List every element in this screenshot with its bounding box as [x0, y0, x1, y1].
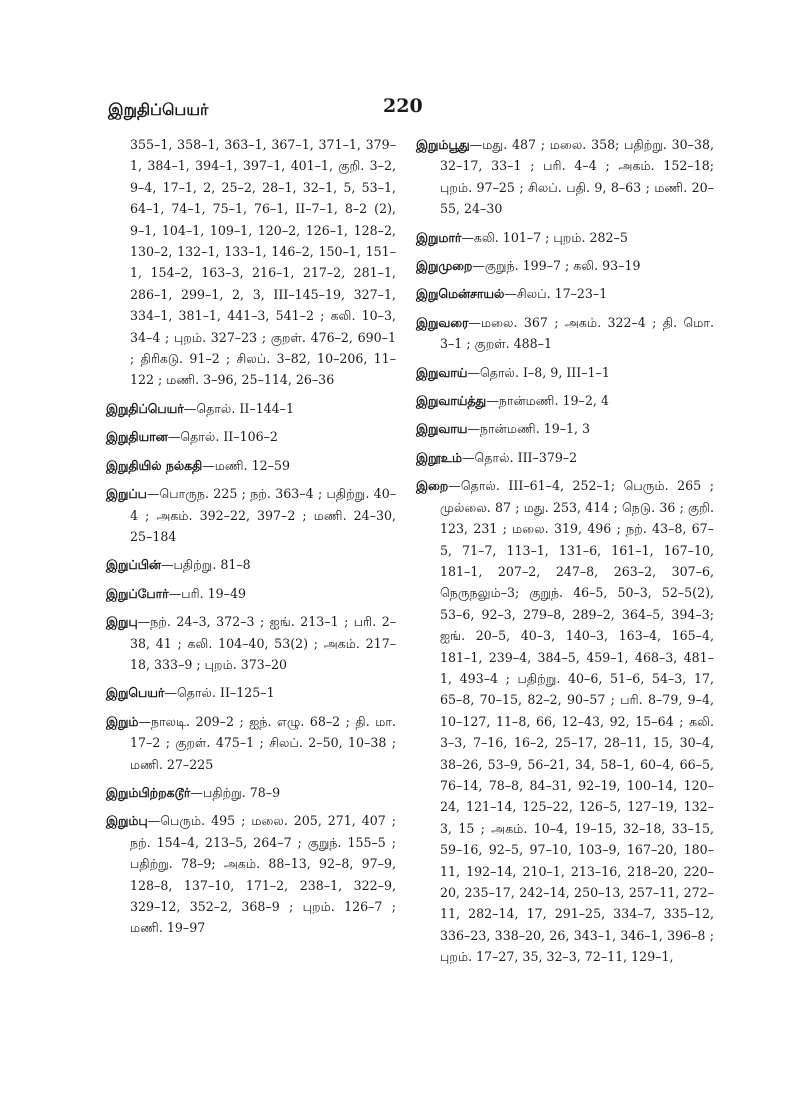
entry-headword: இறுமுறை: [416, 258, 473, 274]
entry-references: —பதிற்று. 81–8: [160, 557, 251, 573]
entry-references: —தொல். II–144–1: [183, 400, 294, 416]
entry-headword: இறுப்பின்: [106, 557, 161, 573]
entry-references: 355–1, 358–1, 363–1, 367–1, 371–1, 379–1, 384–1, 394–1, 397–1, 401–1, குறி. 3–2, 9–4, 17–1, 2, 25–2, 28–1, 32–1, 5, 53–1, 64–1, 74–1, 75–1, 76–1, II–7–1, 8–2 (2), 9–1, 104–1, 109–1, 120–2, 126–1, 128–2, 130–2, 132–1, 133–1, 146–2, 150–1, 151–1, 154–2, 163–3, 216–1, 217–2, 281–1, 286–1, 299–1, 2, 3, III–145–19, 327–1, 334–1, 381–1, 441–3, 541–2 ; கலி. 10–3, 34–4 ; புறம். 327–23 ; குறள். 476–2, 690–1 ; திரிகடு. 91–2 ; சிலப். 3–82, 10–206, 11–122 ; மணி. 3–96, 25–114, 26–36: [130, 137, 396, 388]
entry-references: —நாலடி. 209–2 ; ஐந். எழு. 68–2 ; தி. மா. 17–2 ; குறள். 475–1 ; சிலப். 2–50, 10–38 ; மணி. 27–225: [130, 713, 396, 772]
entry-headword: இறுமார்: [416, 229, 462, 245]
entry-headword: இறுவாய்த்து: [416, 393, 487, 409]
entry-headword: இறுதிப்பெயர்: [106, 400, 184, 416]
index-entry: [106, 810, 396, 938]
entry-headword: இறுவாய்: [416, 364, 468, 380]
index-entry: [106, 426, 396, 447]
entry-headword: இறுப்ப: [106, 486, 147, 502]
index-entry: [106, 134, 396, 391]
entry-references: —தொல். III–379–2: [461, 449, 578, 465]
index-entry: [106, 455, 396, 476]
entry-references: —தொல். II–106–2: [167, 429, 278, 445]
index-entry: [106, 611, 396, 675]
index-entry: [106, 711, 396, 775]
index-entry: [416, 312, 714, 355]
entry-references: —நான்மணி. 19–1, 3: [467, 421, 591, 437]
entry-headword: இறுப்போர்: [106, 585, 169, 601]
index-entry: [416, 227, 714, 248]
entry-references: —தொல். III–61–4, 252–1; பெரும். 265 ; முல்லை. 87 ; மது. 253, 414 ; நெடு. 36 ; குறி. 123, 231 ; மலை. 319, 496 ; நற். 43–8, 67–5, 71–7, 113–1, 131–6, 161–1, 167–10, 181–1, 207–2, 247–8, 263–2, 307–6, நெருநலும்–3; குறுந். 46–5, 50–3, 52–5(2), 53–6, 92–3, 279–8, 289–2, 364–5, 394–3; ஐங். 20–5, 40–3, 140–3, 163–4, 165–4, 181–1, 239–4, 384–5, 459–1, 468–3, 481–1, 493–4 ; பதிற்று. 40–6, 51–6, 54–3, 17, 65–8, 70–15, 82–2, 90–57 ; பரி. 8–79, 9–4, 10–127, 11–8, 66, 12–43, 92, 15–64 ; கலி. 3–3, 7–16, 16–2, 25–17, 28–11, 15, 30–4, 38–26, 53–9, 56–21, 34, 58–1, 60–4, 66–5, 76–14, 78–8, 84–31, 92–19, 100–14, 120–24, 121–14, 125–22, 126–5, 127–19, 132–3, 15 ; அகம். 10–4, 19–15, 32–18, 33–15, 59–16, 92–5, 97–10, 103–9, 167–20, 180–11, 192–14, 210–1, 213–16, 218–20, 220–20, 235–17, 242–14, 250–13, 257–11, 272–11, 282–14, 17, 291–25, 334–7, 335–12, 336–23, 338–20, 26, 343–1, 346–1, 396–8 ; புறம். 17–27, 35, 32–3, 72–11, 129–1,: [440, 478, 714, 965]
entry-references: —பொருந. 225 ; நற். 363–4 ; பதிற்று. 40–4 ; அகம். 392–22, 397–2 ; மணி. 24–30, 25–184: [130, 486, 396, 544]
entry-headword: இறும்பு: [106, 813, 148, 829]
index-entry: [416, 134, 714, 220]
entry-references: —பெரும். 495 ; மலை. 205, 271, 407 ; நற். 154–4, 213–5, 264–7 ; குறுந். 155–5 ; பதிற்று. 78–9; அகம். 88–13, 92–8, 97–9, 128–8, 137–10, 171–2, 238–1, 322–9, 329–12, 352–2, 368–9 ; புறம். 126–7 ; மணி. 19–97: [130, 813, 396, 936]
index-entry: [416, 447, 714, 468]
index-entry: [106, 682, 396, 703]
entry-headword: இறுவரை: [416, 314, 469, 330]
page-number: 220: [383, 95, 423, 117]
entry-headword: இறுபு: [106, 614, 138, 630]
entry-headword: இறும்: [106, 713, 139, 729]
entry-references: —குறுந். 199–7 ; கலி. 93–19: [472, 258, 641, 274]
entry-headword: இறும்பூது: [416, 137, 470, 152]
index-entry: [106, 583, 396, 604]
entry-references: —தொல். I–8, 9, III–1–1: [467, 364, 610, 380]
left-column: [106, 134, 396, 946]
entry-headword: இறுபெயர்: [106, 685, 165, 701]
entry-references: —கலி. 101–7 ; புறம். 282–5: [461, 229, 628, 245]
index-entry: [416, 418, 714, 439]
index-entry: [106, 398, 396, 419]
entry-references: —மணி. 12–59: [202, 457, 291, 473]
index-entry: [106, 554, 396, 575]
entry-headword: இறுதியான: [106, 429, 168, 445]
entry-headword: இறுவாய: [416, 421, 468, 437]
entry-headword: இறை: [416, 478, 449, 494]
index-entry: [416, 390, 714, 411]
running-head: இறுதிப்பெயர்: [108, 100, 209, 119]
entry-references: —சிலப். 17–23–1: [504, 286, 608, 302]
entry-references: —நான்மணி. 19–2, 4: [486, 393, 609, 409]
index-entry: [416, 255, 714, 276]
entry-headword: இறுமென்சாயல்: [416, 286, 505, 302]
index-entry: [416, 283, 714, 304]
entry-references: —தொல். II–125–1: [164, 685, 275, 701]
right-column: [416, 134, 714, 975]
index-entry: [416, 475, 714, 967]
entry-references: —பதிற்று. 78–9: [190, 784, 281, 800]
index-entry: [106, 483, 396, 547]
entry-references: —நற். 24–3, 372–3 ; ஐங். 213–1 ; பரி. 2–38, 41 ; கலி. 104–40, 53(2) ; அகம். 217–18, 333–9 ; புறம். 373–20: [130, 614, 396, 672]
entry-references: —மது. 487 ; மலை. 358; பதிற்று. 30–38, 32–17, 33–1 ; பரி. 4–4 ; அகம். 152–18; புறம். 97–25 ; சிலப். பதி. 9, 8–63 ; மணி. 20–55, 24–30: [440, 137, 714, 217]
entry-headword: இறுதியில் நல்கதி: [106, 457, 203, 473]
entry-headword: இறூஉம்: [416, 449, 462, 465]
entry-references: —பரி. 19–49: [168, 585, 246, 601]
entry-headword: இறும்பிற்றகடூர்: [106, 784, 191, 800]
index-entry: [106, 782, 396, 803]
index-entry: [416, 362, 714, 383]
entry-references: —மலை. 367 ; அகம். 322–4 ; தி. மொ. 3–1 ; குறள். 488–1: [440, 314, 714, 352]
